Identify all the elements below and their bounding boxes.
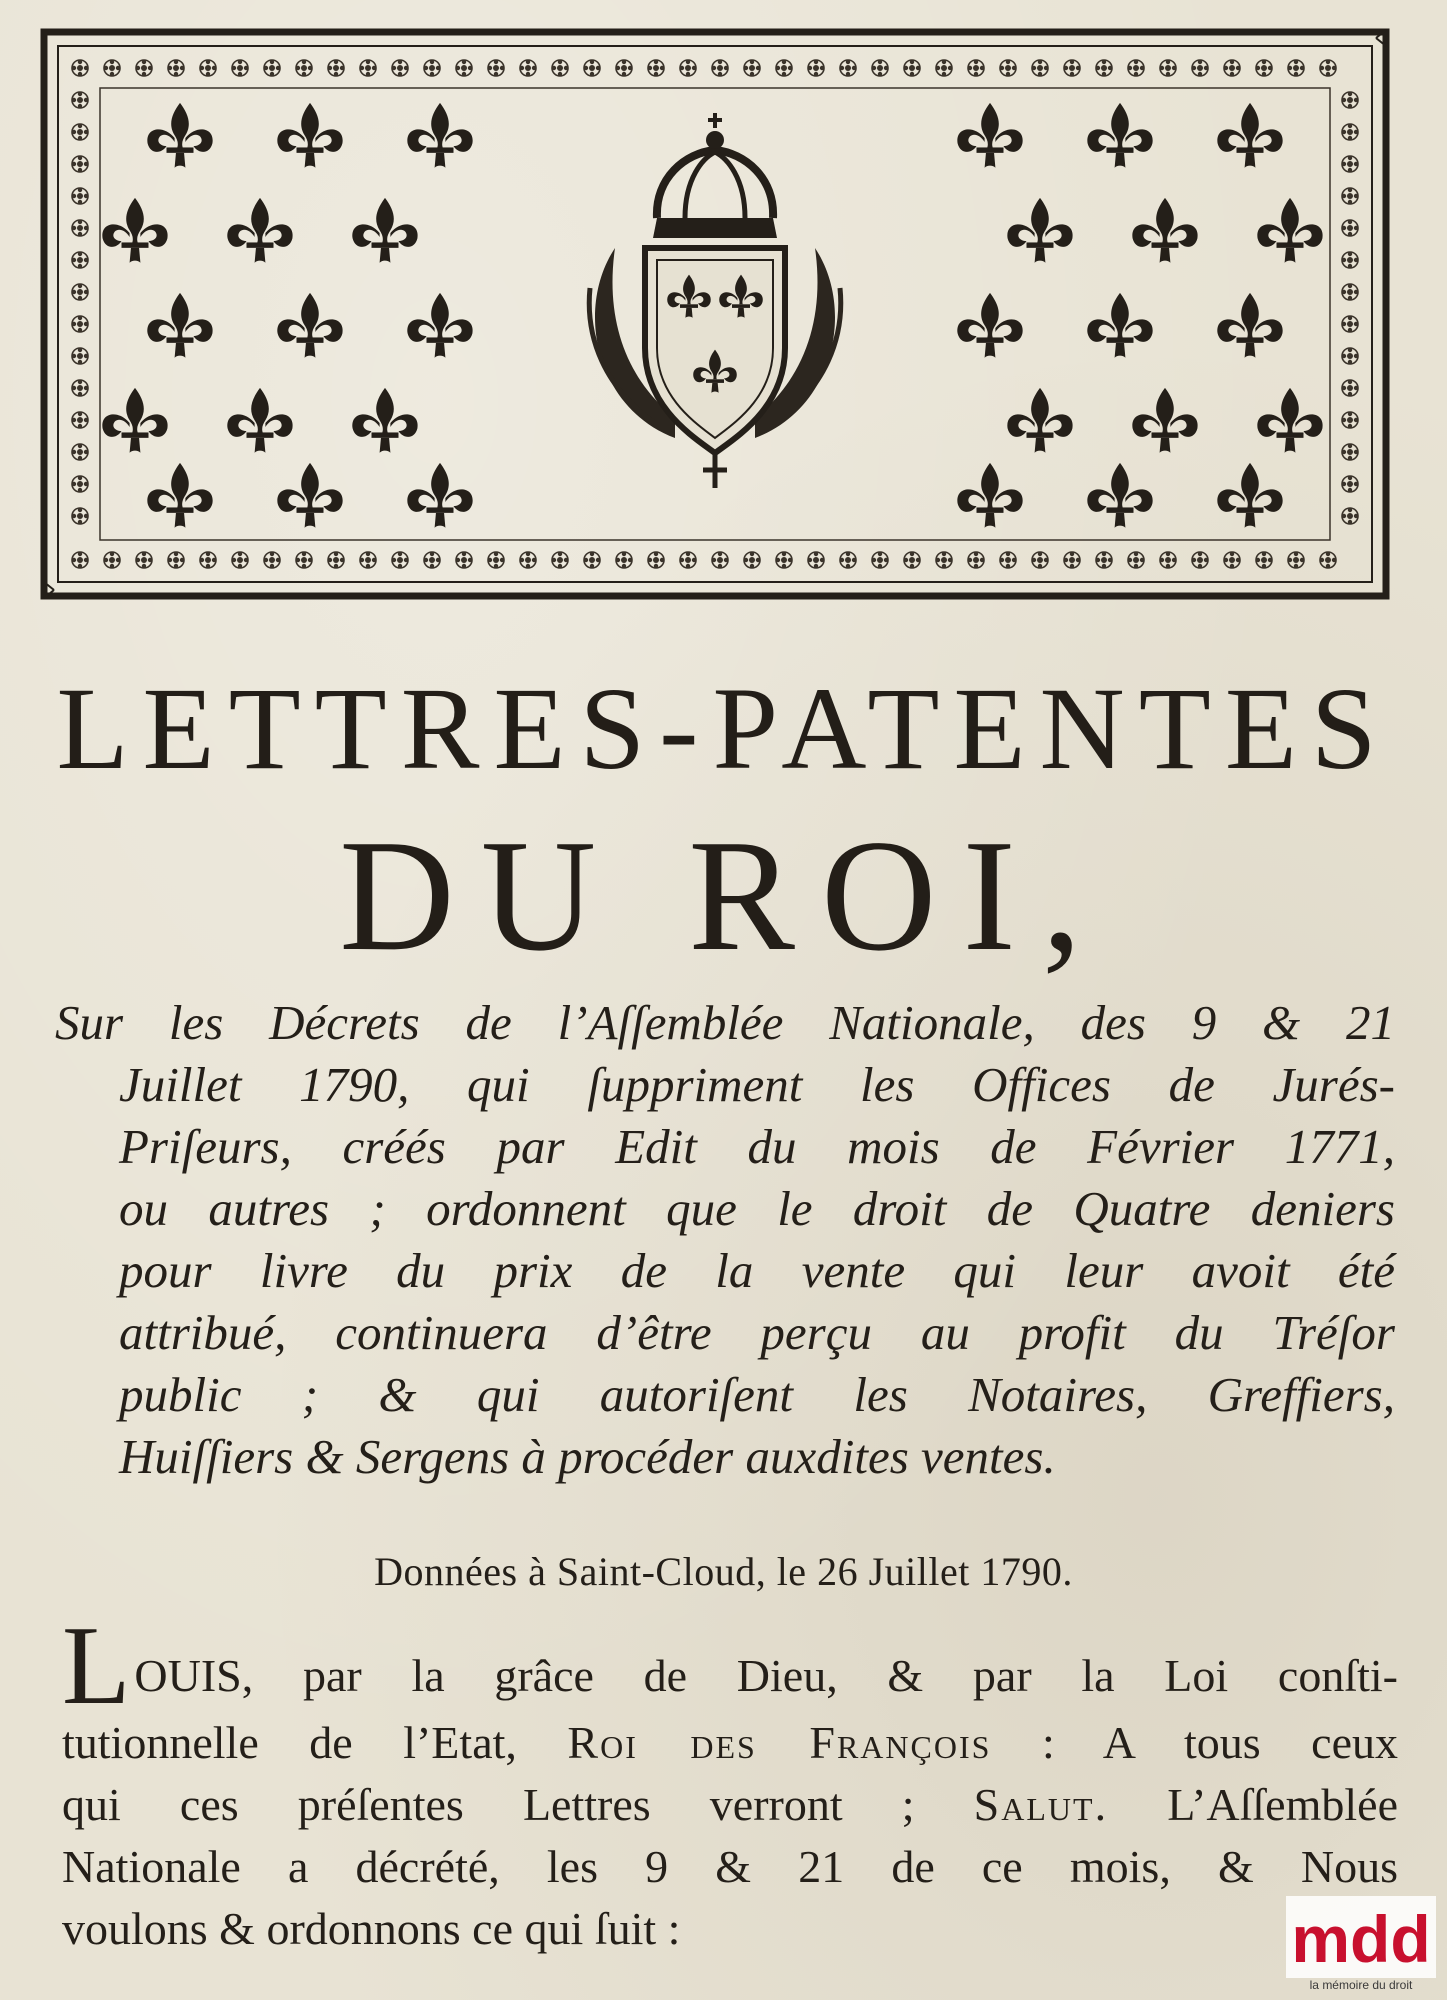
rosette-icon	[744, 60, 760, 76]
fleur-de-lis-icon	[957, 293, 1022, 358]
rosette-icon	[264, 552, 280, 568]
rosette-icon	[872, 552, 888, 568]
rosette-icon	[72, 60, 88, 76]
rosette-icon	[104, 60, 120, 76]
rosette-icon	[648, 60, 664, 76]
rosette-icon	[1342, 252, 1358, 268]
rosette-icon	[136, 60, 152, 76]
fleur-de-lis-icon	[227, 388, 292, 453]
fleur-de-lis-icon	[1132, 198, 1197, 263]
rosette-icon	[1224, 552, 1240, 568]
rosette-icon	[968, 552, 984, 568]
rosette-icon	[72, 412, 88, 428]
fleur-de-lis-icon	[1087, 463, 1152, 528]
rosette-icon	[776, 552, 792, 568]
rosette-icon	[616, 60, 632, 76]
body-line	[62, 1774, 1398, 1836]
body-line	[62, 1604, 1398, 1728]
rosette-icon	[72, 156, 88, 172]
rosette-icon	[136, 552, 152, 568]
rosette-icon	[1192, 60, 1208, 76]
body-line: Nationale a décrété, les 9 & 21 de ce mois, & Nous	[62, 1840, 1398, 1892]
rosette-icon	[808, 60, 824, 76]
ornamental-header	[40, 28, 1390, 600]
small-caps-text: Roi des François	[567, 1716, 992, 1768]
rosette-icon	[456, 552, 472, 568]
fleur-de-lis-icon	[1257, 388, 1322, 453]
summary-line: attribué, continuera d’être perçu au profit du Tréſor	[119, 1305, 1395, 1360]
fleur-de-lis-icon	[1007, 198, 1072, 263]
rosette-icon	[72, 444, 88, 460]
rosette-icon	[808, 552, 824, 568]
rosette-icon	[1096, 60, 1112, 76]
rosette-icon	[72, 476, 88, 492]
rosette-icon	[1128, 60, 1144, 76]
decree-summary	[55, 992, 1395, 1488]
fleur-de-lis-icon	[147, 463, 212, 528]
rosette-icon	[904, 552, 920, 568]
body-line-text: : A tous ceux	[991, 1716, 1398, 1768]
rosette-icon	[712, 552, 728, 568]
rosette-icon	[72, 552, 88, 568]
fleur-de-lis-icon	[352, 388, 417, 453]
rosette-icon	[1320, 552, 1336, 568]
rosette-icon	[72, 284, 88, 300]
summary-line: Priſeurs, créés par Edit du mois de Février 1771,	[119, 1119, 1395, 1174]
rosette-icon	[1320, 60, 1336, 76]
rosette-icon	[712, 60, 728, 76]
rosette-icon	[360, 60, 376, 76]
rosette-icon	[1032, 60, 1048, 76]
rosette-icon	[1342, 124, 1358, 140]
rosette-icon	[680, 60, 696, 76]
rosette-icon	[840, 552, 856, 568]
rosette-icon	[648, 552, 664, 568]
rosette-icon	[1288, 552, 1304, 568]
body-paragraph	[62, 1604, 1398, 1960]
fleur-de-lis-icon	[1257, 198, 1322, 263]
rosette-icon	[1256, 60, 1272, 76]
rosette-icon	[840, 60, 856, 76]
rosette-icon	[72, 92, 88, 108]
rosette-icon	[72, 348, 88, 364]
rosette-icon	[72, 252, 88, 268]
body-line	[62, 1712, 1398, 1774]
fleur-de-lis-icon	[1217, 103, 1282, 168]
summary-line: Huiſſiers & Sergens à procéder auxdites ventes.	[119, 1429, 1056, 1484]
drop-cap: L	[62, 1604, 135, 1728]
fleur-de-lis-frame-icon	[40, 28, 1390, 600]
rosette-icon	[1342, 156, 1358, 172]
fleur-de-lis-icon	[277, 293, 342, 358]
rosette-icon	[72, 316, 88, 332]
fleur-de-lis-icon	[407, 463, 472, 528]
rosette-icon	[72, 508, 88, 524]
body-line-text: OUIS, par la grâce de Dieu, & par la Loi conſti-	[134, 1650, 1398, 1701]
rosette-icon	[456, 60, 472, 76]
rosette-icon	[968, 60, 984, 76]
rosette-icon	[1342, 412, 1358, 428]
rosette-icon	[1342, 380, 1358, 396]
rosette-icon	[680, 552, 696, 568]
fleur-de-lis-icon	[1087, 103, 1152, 168]
rosette-icon	[104, 552, 120, 568]
rosette-icon	[72, 220, 88, 236]
rosette-icon	[584, 60, 600, 76]
rosette-icon	[72, 188, 88, 204]
rosette-icon	[328, 60, 344, 76]
date-line: Données à Saint-Cloud, le 26 Juillet 1790.	[374, 1549, 1073, 1594]
fleur-de-lis-icon	[102, 198, 167, 263]
fleur-de-lis-icon	[1007, 388, 1072, 453]
rosette-icon	[552, 60, 568, 76]
rosette-icon	[1288, 60, 1304, 76]
rosette-icon	[200, 552, 216, 568]
rosette-icon	[264, 60, 280, 76]
summary-line: Sur les Décrets de l’Aſſemblée Nationale, des 9 & 21	[55, 995, 1395, 1050]
fleur-de-lis-icon	[352, 198, 417, 263]
fleur-de-lis-icon	[277, 103, 342, 168]
fleur-de-lis-icon	[147, 293, 212, 358]
small-caps-text: Salut.	[973, 1778, 1109, 1830]
fleur-de-lis-icon	[102, 388, 167, 453]
rosette-icon	[1128, 552, 1144, 568]
rosette-icon	[776, 60, 792, 76]
rosette-icon	[1342, 508, 1358, 524]
body-line-text: L’Aſſemblée	[1108, 1778, 1398, 1830]
rosette-icon	[904, 60, 920, 76]
rosette-icon	[488, 60, 504, 76]
summary-line: Juillet 1790, qui ſuppriment les Offices de Jurés-	[119, 1057, 1395, 1112]
rosette-icon	[232, 60, 248, 76]
rosette-icon	[392, 60, 408, 76]
title-du-roi: DU ROI,	[339, 806, 1108, 984]
mdd-logo-icon	[1286, 1896, 1436, 1978]
rosette-icon	[328, 552, 344, 568]
rosette-icon	[1032, 552, 1048, 568]
fleur-de-lis-icon	[957, 103, 1022, 168]
rosette-icon	[1342, 316, 1358, 332]
rosette-icon	[168, 552, 184, 568]
rosette-icon	[200, 60, 216, 76]
rosette-icon	[1160, 552, 1176, 568]
rosette-icon	[72, 124, 88, 140]
rosette-icon	[232, 552, 248, 568]
rosette-icon	[296, 60, 312, 76]
rosette-icon	[1342, 188, 1358, 204]
body-line: voulons & ordonnons ce qui ſuit :	[62, 1902, 681, 1954]
rosette-icon	[520, 60, 536, 76]
rosette-icon	[1342, 92, 1358, 108]
fleur-de-lis-icon	[277, 463, 342, 528]
rosette-icon	[296, 552, 312, 568]
summary-line: ou autres ; ordonnent que le droit de Quatre deniers	[119, 1181, 1395, 1236]
rosette-icon	[72, 380, 88, 396]
rosette-icon	[1000, 60, 1016, 76]
rosette-icon	[1096, 552, 1112, 568]
rosette-icon	[1160, 60, 1176, 76]
fleur-de-lis-icon	[407, 103, 472, 168]
rosette-icon	[552, 552, 568, 568]
fleur-de-lis-icon	[1217, 463, 1282, 528]
rosette-icon	[1224, 60, 1240, 76]
rosette-icon	[1192, 552, 1208, 568]
rosette-icon	[936, 60, 952, 76]
rosette-icon	[424, 60, 440, 76]
fleur-de-lis-icon	[407, 293, 472, 358]
rosette-icon	[520, 552, 536, 568]
rosette-icon	[936, 552, 952, 568]
title-lettres-patentes: LETTRES-PATENTES	[56, 663, 1391, 794]
rosette-icon	[392, 552, 408, 568]
rosette-icon	[584, 552, 600, 568]
fleur-de-lis-icon	[1132, 388, 1197, 453]
fleur-de-lis-icon	[1217, 293, 1282, 358]
royal-crest-icon	[589, 113, 840, 488]
rosette-icon	[424, 552, 440, 568]
logo-caption: la mémoire du droit	[1309, 1978, 1413, 1992]
rosette-icon	[1256, 552, 1272, 568]
rosette-icon	[1000, 552, 1016, 568]
mdd-logo	[1286, 1896, 1436, 1996]
rosette-icon	[1342, 476, 1358, 492]
rosette-icon	[360, 552, 376, 568]
rosette-icon	[1064, 60, 1080, 76]
body-line-text: tutionnelle de l’Etat,	[62, 1716, 568, 1768]
summary-line: public ; & qui autoriſent les Notaires, Greffiers,	[119, 1367, 1395, 1422]
rosette-icon	[872, 60, 888, 76]
rosette-icon	[1342, 284, 1358, 300]
rosette-icon	[1342, 444, 1358, 460]
rosette-icon	[1342, 348, 1358, 364]
fleur-de-lis-icon	[957, 463, 1022, 528]
rosette-icon	[1064, 552, 1080, 568]
rosette-icon	[616, 552, 632, 568]
logo-mark-text: mdd	[1291, 1902, 1431, 1976]
rosette-icon	[744, 552, 760, 568]
rosette-icon	[488, 552, 504, 568]
summary-line: pour livre du prix de la vente qui leur avoit été	[119, 1243, 1395, 1298]
rosette-icon	[168, 60, 184, 76]
fleur-de-lis-icon	[147, 103, 212, 168]
fleur-de-lis-icon	[227, 198, 292, 263]
body-line-text: qui ces préſentes Lettres verront ;	[62, 1778, 974, 1830]
rosette-icon	[1342, 220, 1358, 236]
fleur-de-lis-icon	[1087, 293, 1152, 358]
